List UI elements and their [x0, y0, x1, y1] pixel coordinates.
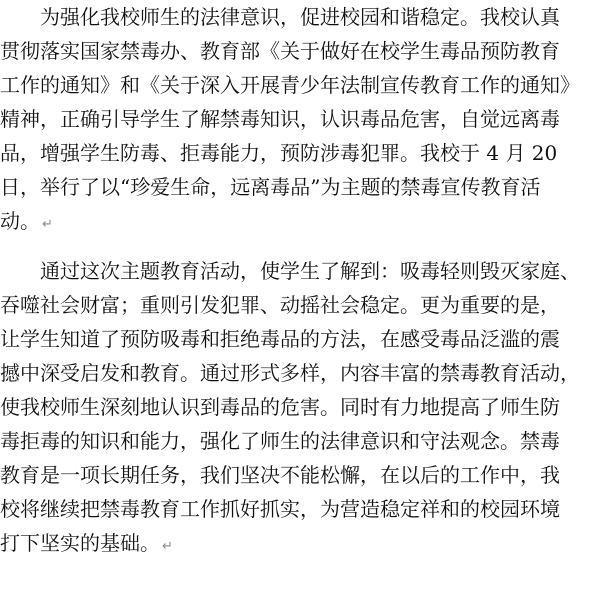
paragraph-1-line-2: 贯彻落实国家禁毒办、教育部《关于做好在校学生毒品预防教育 [0, 39, 560, 63]
paragraph-1-line-6: 日，举行了以“珍爱生命，远离毒品”为主题的禁毒宣传教育活 [0, 175, 541, 199]
paragraph-1-line-1: 为强化我校师生的法律意识，促进校园和谐稳定。我校认真 [0, 5, 560, 29]
paragraph-1-last-line [0, 204, 609, 238]
paragraph-2-line-9: 打下坚实的基础。 [0, 531, 160, 555]
paragraph-2-line-4: 撼中深受启发和教育。通过形式多样，内容丰富的禁毒教育活动， [0, 361, 580, 385]
paragraph-1-line-7: 动。 [0, 209, 40, 233]
paragraph-2-line-1: 通过这次主题教育活动，使学生了解到：吸毒轻则毁灭家庭、 [0, 259, 580, 283]
paragraph-1-line-5: 品，增强学生防毒、拒毒能力，预防涉毒犯罪。我校于 4 月 20 [0, 141, 558, 165]
paragraph-2-last-line [0, 526, 609, 560]
paragraph-2-line-6: 毒拒毒的知识和能力，强化了师生的法律意识和守法观念。禁毒 [0, 429, 560, 453]
paragraph-mark-icon: ↵ [42, 217, 53, 232]
paragraph-mark-icon: ↵ [162, 539, 173, 554]
paragraph-2-line-8: 校将继续把禁毒教育工作抓好抓实，为营造稳定祥和的校园环境 [0, 497, 560, 521]
paragraph-2-line-2: 吞噬社会财富；重则引发犯罪、动摇社会稳定。更为重要的是， [0, 293, 560, 317]
paragraph-1-line-4: 精神，正确引导学生了解禁毒知识，认识毒品危害，自觉远离毒 [0, 107, 560, 131]
paragraph-2-line-7: 教育是一项长期任务，我们坚决不能松懈，在以后的工作中，我 [0, 463, 560, 487]
paragraph-1-line-3: 工作的通知》和《关于深入开展青少年法制宣传教育工作的通知》 [0, 73, 580, 97]
paragraph-2-line-5: 使我校师生深刻地认识到毒品的危害。同时有力地提高了师生防 [0, 395, 560, 419]
paragraph-2-line-3: 让学生知道了预防吸毒和拒绝毒品的方法，在感受毒品泛滥的震 [0, 327, 560, 351]
